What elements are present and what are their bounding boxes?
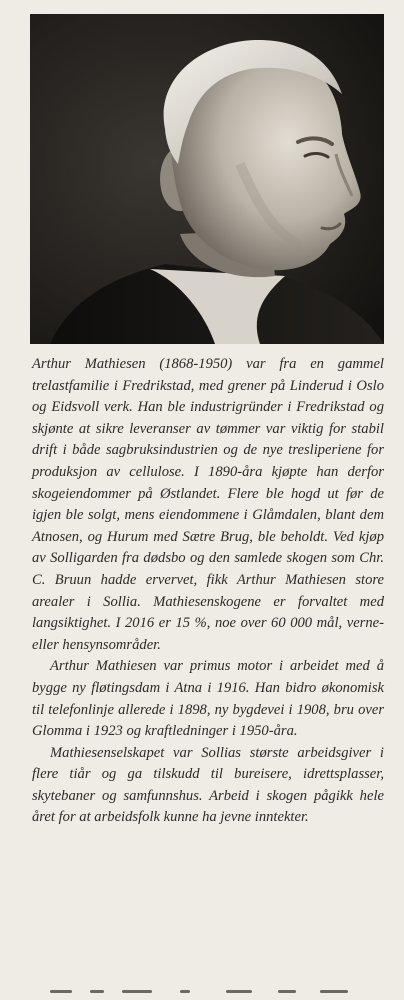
cropped-text-fragment — [30, 988, 384, 994]
portrait-photo — [30, 14, 384, 344]
portrait-illustration — [30, 14, 384, 344]
caption-text — [32, 354, 384, 829]
caption-paragraph-3: Mathiesenselskapet var Sollias største arbeidsgiver i flere tiår og ga tilskudd til bureisere, idrettsplasser, skytebaner og samfunnshus. Arbeid i skogen pågikk hele året for at arbeidsfolk kunne ha jevne inntekter. — [32, 744, 384, 826]
caption-paragraph-1: Arthur Mathiesen (1868-1950) var fra en gammel trelastfamilie i Fredrikstad, med grener på Linderud i Oslo og Eidsvoll verk. Han ble industrigründer i Fredrikstad og skjønte at sikre leveranser av tømmer var viktig for stabil drift i både sagbruksindustrien og de nye tresliperiene for produksjon av cellulose. I 1890-åra kjøpte han derfor skogeiendommer på Østlandet. Flere ble hogd ut før de igjen ble solgt, mens eiendommene i Glåmdalen, blant dem Atnosen, og Hurum med Sætre Brug, ble beholdt. Ved kjøp av Solligarden fra dødsbo og den samlede skogen som Chr. C. Bruun hadde ervervet, fikk Arthur Mathiesen store arealer i Sollia. Mathiesenskogene er forvaltet med langsiktighet. I 2016 er 15 %, noe over 60 000 mål, verne- eller hensynsområder. — [32, 356, 384, 653]
caption-paragraph-2: Arthur Mathiesen var primus motor i arbeidet med å bygge ny fløtingsdam i Atna i 1916. Han bidro økonomisk til telefonlinje allerede i 1898, ny bygdevei i 1908, bru over Glomma i 1923 og kraftledninger i 1950-åra. — [32, 658, 384, 740]
